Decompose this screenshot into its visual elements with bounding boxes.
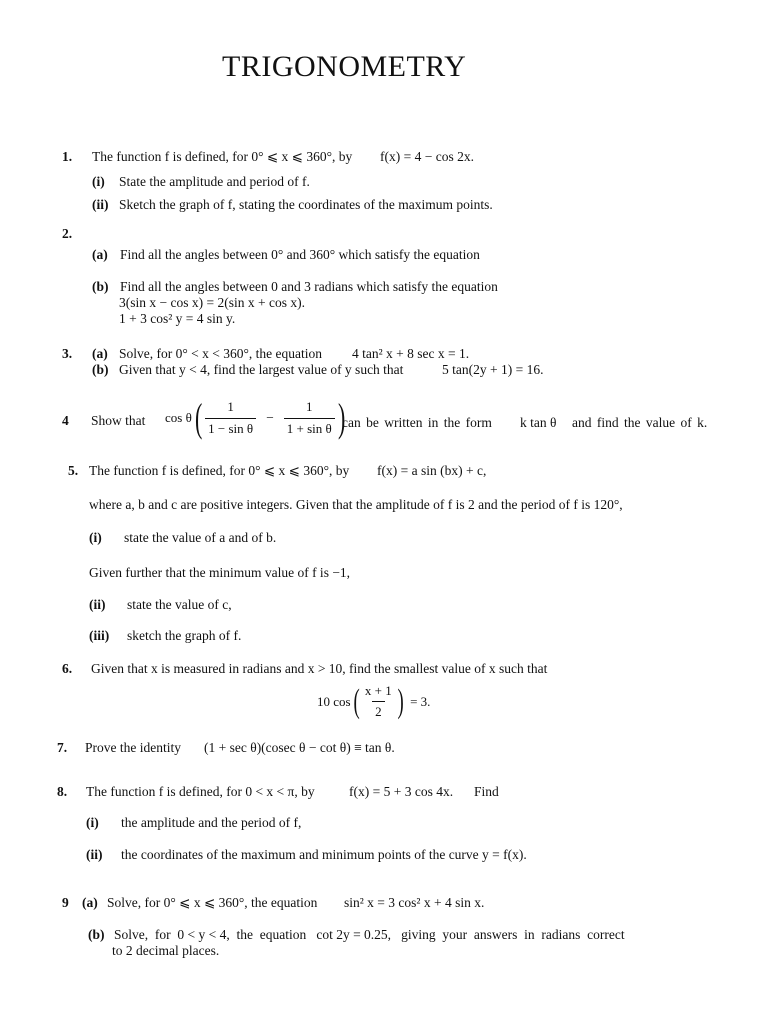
q3-number: 3. xyxy=(62,346,73,361)
q8-ii-label: (ii) xyxy=(86,847,103,862)
q6-right-paren: ) xyxy=(397,682,404,720)
q5-number: 5. xyxy=(68,463,79,478)
q4-form: k tan θ xyxy=(520,415,557,430)
q1-i-text: State the amplitude and period of f. xyxy=(119,174,310,189)
q7-stem: Prove the identity xyxy=(85,740,181,755)
q4-tail-2: and find the value of k. xyxy=(572,415,708,430)
q3-a-equation: 4 tan² x + 8 sec x = 1. xyxy=(352,346,470,361)
q5-iii-label: (iii) xyxy=(89,628,110,643)
q2-b-text: Find all the angles between 0 and 3 radians which satisfy the equation xyxy=(120,279,498,294)
q9-a-equation: sin² x = 3 cos² x + 4 sin x. xyxy=(344,895,485,910)
q8-i-text: the amplitude and the period of f, xyxy=(121,815,302,830)
q7-identity: (1 + sec θ)(cosec θ − cot θ) ≡ tan θ. xyxy=(204,740,395,755)
q4-fraction-2-numerator: 1 xyxy=(305,399,313,415)
q2-a-label: (a) xyxy=(92,247,108,262)
q6-stem: Given that x is measured in radians and x > 10, find the smallest value of x such that xyxy=(91,661,548,676)
q9-b-label: (b) xyxy=(88,927,105,942)
q2-b-label: (b) xyxy=(92,279,109,294)
q2-number: 2. xyxy=(62,226,73,241)
q4-fraction-1-numerator: 1 xyxy=(227,399,234,415)
q4-right-paren: ) xyxy=(337,395,346,440)
q6-fraction xyxy=(362,683,395,721)
q5-further: Given further that the minimum value of f is −1, xyxy=(89,565,351,580)
q8-ii-text: the coordinates of the maximum and minimum points of the curve y = f(x). xyxy=(121,847,527,862)
q6-fraction-numerator: x + 1 xyxy=(364,683,392,698)
q3-b-text: Given that y < 4, find the largest value of y such that xyxy=(119,362,404,377)
q1-function: f(x) = 4 − cos 2x. xyxy=(380,149,474,164)
q8-stem: The function f is defined, for 0 < x < π, by xyxy=(86,784,315,799)
q9-b-text: Solve, for 0 < y < 4, the equation cot 2y = 0.25, giving your answers in radians correct xyxy=(114,927,625,942)
q6-equation xyxy=(317,683,430,721)
q1-ii-text: Sketch the graph of f, stating the coordinates of the maximum points. xyxy=(119,197,493,212)
q4-expression xyxy=(165,395,348,440)
q4-fraction-2-denominator: 1 + sin θ xyxy=(284,418,335,437)
q4-number: 4 xyxy=(62,413,69,428)
q4-fraction-1-denominator: 1 − sin θ xyxy=(205,418,256,437)
q3-b-label: (b) xyxy=(92,362,109,377)
q9-number: 9 xyxy=(62,895,69,910)
q3-a-label: (a) xyxy=(92,346,108,361)
q5-ii-label: (ii) xyxy=(89,597,106,612)
page-title: TRIGONOMETRY xyxy=(222,50,467,83)
q8-i-label: (i) xyxy=(86,815,99,830)
q4-tail-1: can be written in the form xyxy=(342,415,492,430)
q3-a-text: Solve, for 0° < x < 360°, the equation xyxy=(119,346,322,361)
q8-number: 8. xyxy=(57,784,68,799)
q1-number: 1. xyxy=(62,149,73,164)
q8-find: Find xyxy=(474,784,499,799)
q5-iii-text: sketch the graph of f. xyxy=(127,628,242,643)
q2-equation-1: 3(sin x − cos x) = 2(sin x + cos x). xyxy=(119,295,305,310)
q3-b-equation: 5 tan(2y + 1) = 16. xyxy=(442,362,544,377)
q8-function: f(x) = 5 + 3 cos 4x. xyxy=(349,784,454,799)
q6-equals-three: = 3. xyxy=(410,693,431,709)
q2-a-text: Find all the angles between 0° and 360° which satisfy the equation xyxy=(120,247,480,262)
q4-cos-theta: cos θ xyxy=(165,410,192,425)
q7-number: 7. xyxy=(57,740,68,755)
q4-fraction-2 xyxy=(284,399,335,437)
q9-a-label: (a) xyxy=(82,895,98,910)
q9-a-text: Solve, for 0° ⩽ x ⩽ 360°, the equation xyxy=(107,895,318,910)
q5-where: where a, b and c are positive integers. Given that the amplitude of f is 2 and the period of f is 120°, xyxy=(89,497,623,512)
q1-stem: The function f is defined, for 0° ⩽ x ⩽ 360°, by xyxy=(92,149,353,164)
q4-show-that: Show that xyxy=(91,413,146,428)
q5-function: f(x) = a sin (bx) + c, xyxy=(377,463,487,478)
q1-i-label: (i) xyxy=(92,174,105,189)
q1-ii-label: (ii) xyxy=(92,197,109,212)
q2-equation-2: 1 + 3 cos² y = 4 sin y. xyxy=(119,311,236,326)
q6-fraction-denominator: 2 xyxy=(372,701,385,720)
q4-left-paren: ( xyxy=(194,395,203,440)
q5-i-label: (i) xyxy=(89,530,102,545)
q5-stem: The function f is defined, for 0° ⩽ x ⩽ 360°, by xyxy=(89,463,350,478)
q6-left-paren: ( xyxy=(353,682,360,720)
q6-ten-cos: 10 cos xyxy=(317,693,351,709)
q6-number: 6. xyxy=(62,661,73,676)
q4-minus: − xyxy=(266,410,274,425)
q5-ii-text: state the value of c, xyxy=(127,597,232,612)
q4-fraction-1 xyxy=(205,399,256,437)
q5-i-text: state the value of a and of b. xyxy=(124,530,277,545)
q9-b-text-continued: to 2 decimal places. xyxy=(112,943,220,958)
